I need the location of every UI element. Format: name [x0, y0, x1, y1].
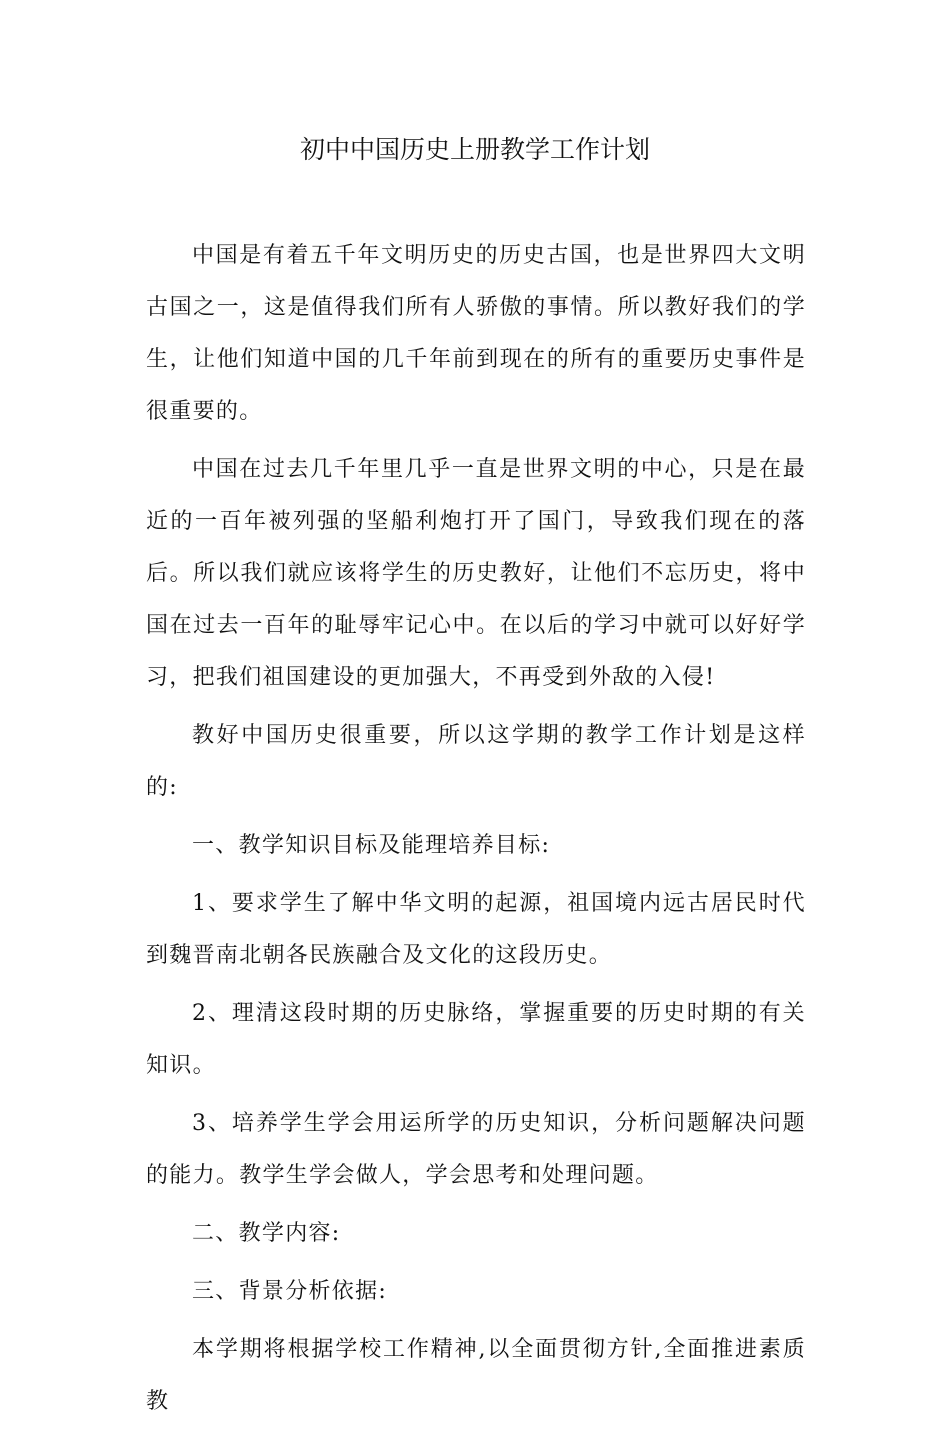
section-heading-content: 二、教学内容: [192, 1221, 341, 1246]
document-body [146, 230, 806, 1434]
goal-item-2: 2、理清这段时期的历史脉络，掌握重要的历史时期的有关知识。 [146, 1001, 806, 1078]
goal-item-1: 1、要求学生了解中华文明的起源，祖国境内远古居民时代到魏晋南北朝各民族融合及文化的这段历史。 [146, 891, 806, 968]
paragraph-history-center: 中国在过去几千年里几乎一直是世界文明的中心，只是在最近的一百年被列强的坚船利炮打开了国门，导致我们现在的落后。所以我们就应该将学生的历史教好，让他们不忘历史，将中国在过去一百年的耻辱牢记心中。在以后的学习中就可以好好学习，把我们祖国建设的更加强大，不再受到外敌的入侵! [146, 457, 806, 690]
goal-item-3: 3、培养学生学会用运所学的历史知识，分析问题解决问题的能力。教学生学会做人，学会思考和处理问题。 [146, 1111, 806, 1188]
section-heading-goals: 一、教学知识目标及能理培养目标: [192, 833, 551, 858]
paragraph-semester: 本学期将根据学校工作精神,以全面贯彻方针,全面推进素质教 [146, 1337, 806, 1414]
document-title: 初中中国历史上册教学工作计划 [299, 135, 650, 164]
section-heading-background: 三、背景分析依据: [192, 1279, 388, 1304]
paragraph-plan-intro: 教好中国历史很重要，所以这学期的教学工作计划是这样的: [146, 723, 806, 800]
paragraph-intro: 中国是有着五千年文明历史的历史古国，也是世界四大文明古国之一，这是值得我们所有人骄傲的事情。所以教好我们的学生，让他们知道中国的几千年前到现在的所有的重要历史事件是很重要的。 [146, 243, 806, 424]
